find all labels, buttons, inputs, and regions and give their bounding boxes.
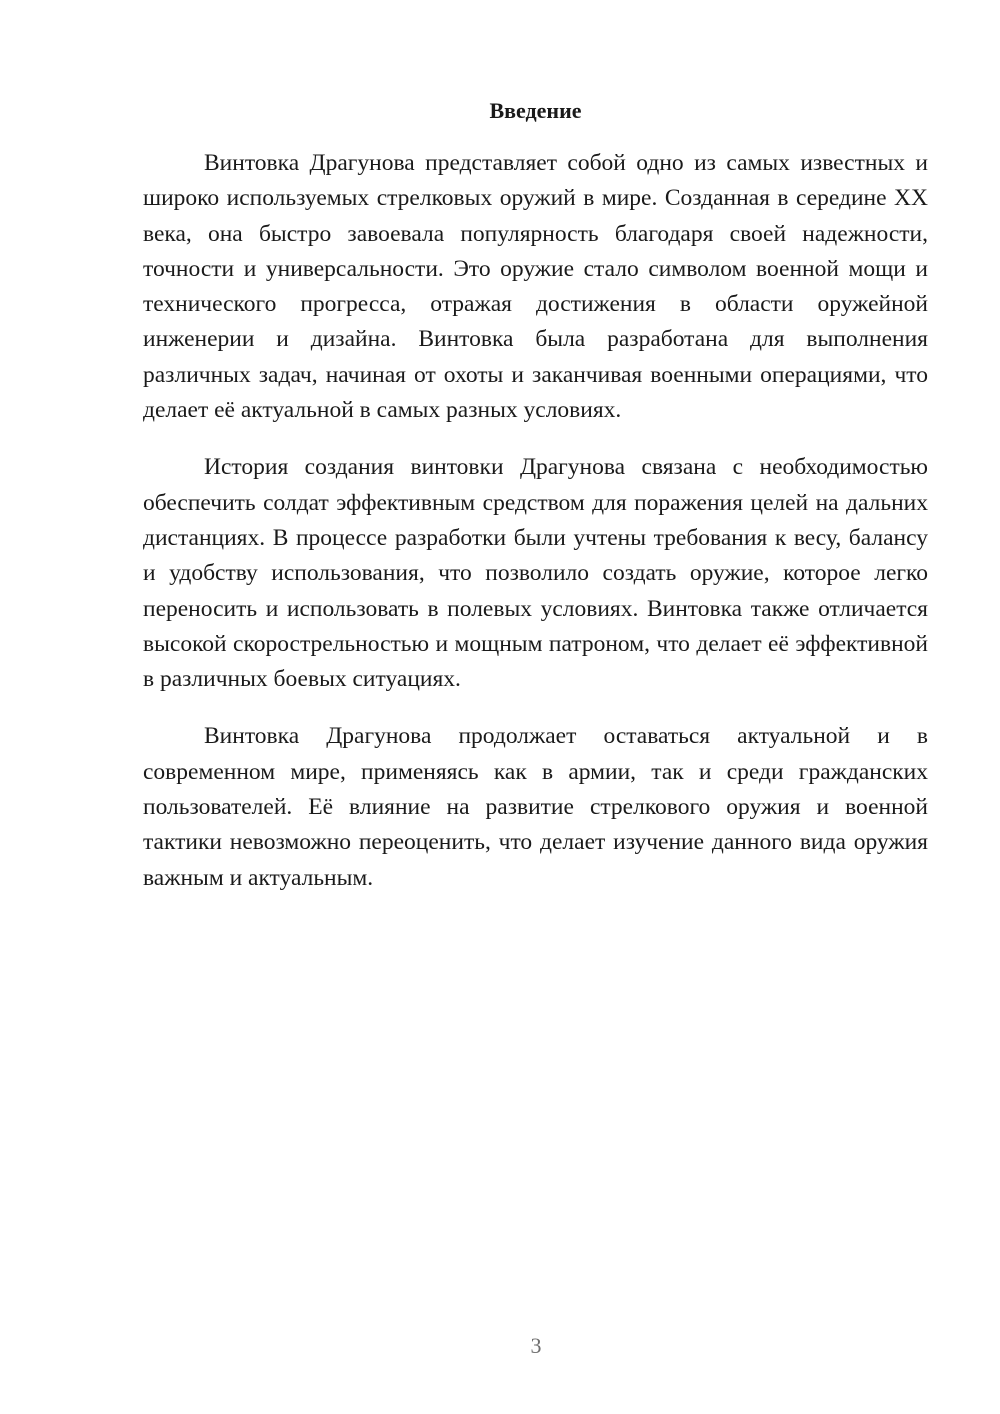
page-content: [143, 96, 928, 896]
page-number: 3: [530, 1333, 542, 1358]
section-title: Введение: [489, 98, 582, 123]
paragraph-1: Винтовка Драгунова представляет собой одно из самых известных и широко используемых стрелковых оружий в мире. Созданная в середине XX века, она быстро завоевала популярность благодаря своей надежности, точности и универсальности. Это оружие стало символом военной мощи и технического прогресса, отражая достижения в области оружейной инженерии и дизайна. Винтовка была разработана для выполнения различных задач, начиная от охоты и заканчивая военными операциями, что делает её актуальной в самых разных условиях.: [143, 150, 928, 424]
paragraph-2: История создания винтовки Драгунова связана с необходимостью обеспечить солдат эффективным средством для поражения целей на дальних дистанциях. В процессе разработки были учтены требования к весу, балансу и удобству использования, что позволило создать оружие, которое легко переносить и использовать в полевых условиях. Винтовка также отличается высокой скорострельностью и мощным патроном, что делает её эффективной в различных боевых ситуациях.: [143, 454, 928, 693]
paragraph-3: Винтовка Драгунова продолжает оставаться актуальной и в современном мире, применяясь как в армии, так и среди гражданских пользователей. Её влияние на развитие стрелкового оружия и военной тактики невозможно переоценить, что делает изучение данного вида оружия важным и актуальным.: [143, 723, 928, 891]
